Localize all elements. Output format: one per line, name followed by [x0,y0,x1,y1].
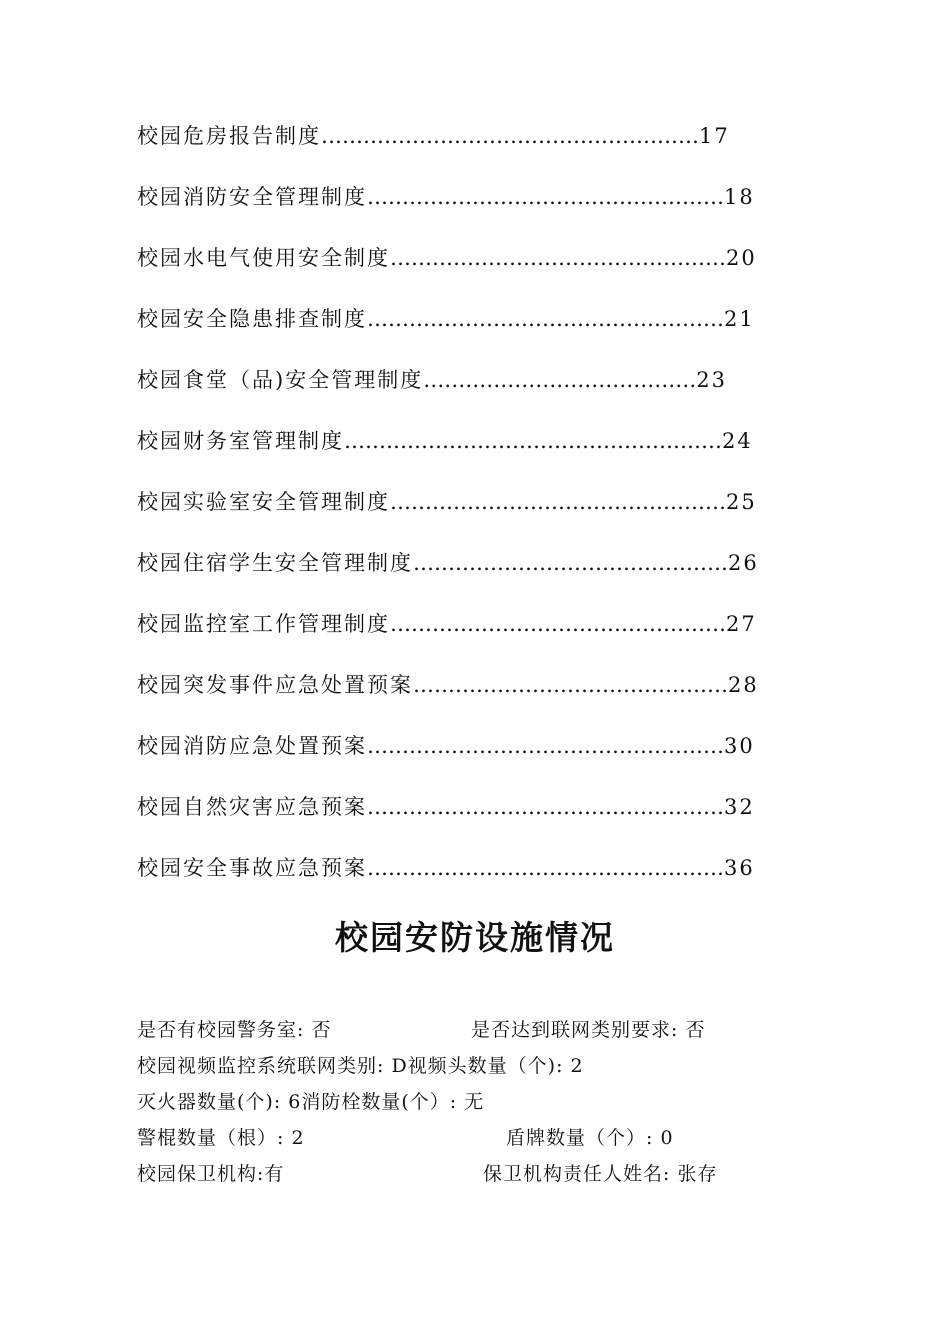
toc-entry-page: 28 [728,673,759,697]
toc-entry-leader: …………………………………………… [367,307,724,331]
toc-entry-title: 校园突发事件应急处置预案 [137,673,413,697]
toc-entry-title: 校园安全隐患排查制度 [137,307,367,331]
toc-entry-leader: ……………………………………………… [344,429,722,453]
toc-entry-page: 27 [726,612,757,636]
toc-entry-page: 30 [724,734,755,758]
toc-entry-page: 17 [699,124,730,148]
toc-entry[interactable] [137,423,753,484]
toc-entry-title: 校园消防安全管理制度 [137,185,367,209]
security-facilities-info [137,1012,857,1192]
security-department-status: 校园保卫机构:有 [137,1163,285,1185]
info-row [137,1156,857,1192]
toc-entry[interactable] [137,301,755,362]
toc-entry-page: 26 [728,551,759,575]
toc-entry[interactable] [137,362,737,423]
toc-entry[interactable] [137,240,757,301]
toc-entry-page: 24 [722,429,753,453]
toc-entry-title: 校园消防应急处置预案 [137,734,367,758]
shield-count: 盾牌数量（个）: 0 [506,1127,674,1149]
section-title: 校园安防设施情况 [335,918,615,957]
toc-entry-title: 校园水电气使用安全制度 [137,246,390,270]
network-requirement-status: 是否达到联网类别要求: 否 [471,1019,706,1041]
info-row [137,1120,857,1156]
toc-entry-leader: ………………………………………… [390,246,726,270]
toc-entry-leader: ……………………………………… [413,673,728,697]
baton-count: 警棍数量（根）: 2 [137,1127,305,1149]
table-of-contents [137,118,759,911]
toc-entry-page: 23 [696,368,727,392]
toc-entry-title: 校园实验室安全管理制度 [137,490,390,514]
toc-entry-leader: ………………………………… [423,368,697,392]
toc-entry[interactable] [137,850,755,911]
fire-equipment-info: 灭火器数量(个): 6消防栓数量(个）: 无 [137,1091,485,1113]
toc-entry-title: 校园自然灾害应急预案 [137,795,367,819]
security-head-name: 保卫机构责任人姓名: 张存 [483,1163,718,1185]
toc-entry-leader: ……………………………………………… [321,124,699,148]
toc-entry-page: 25 [726,490,757,514]
toc-entry-leader: …………………………………………… [367,185,724,209]
toc-entry[interactable] [137,606,757,667]
toc-entry-title: 校园财务室管理制度 [137,429,344,453]
toc-entry-title: 校园安全事故应急预案 [137,856,367,880]
toc-entry-leader: …………………………………………… [367,856,724,880]
toc-entry-title: 校园危房报告制度 [137,124,321,148]
toc-entry-leader: ……………………………………… [413,551,728,575]
toc-entry-page: 36 [724,856,755,880]
toc-entry-page: 20 [726,246,757,270]
toc-entry-title: 校园食堂（品)安全管理制度 [137,368,424,392]
toc-entry-page: 32 [724,795,755,819]
toc-entry-leader: ………………………………………… [390,612,726,636]
toc-entry[interactable] [137,545,759,606]
toc-entry-page: 21 [724,307,755,331]
toc-entry[interactable] [137,118,737,179]
info-row [137,1084,857,1120]
info-row [137,1048,857,1084]
police-room-status: 是否有校园警务室: 否 [137,1019,332,1041]
toc-entry[interactable] [137,179,755,240]
info-row [137,1012,857,1048]
toc-entry-page: 18 [724,185,755,209]
toc-entry-leader: …………………………………………… [367,734,724,758]
toc-entry-leader: ………………………………………… [390,490,726,514]
camera-network-info: 校园视频监控系统联网类别: D视频头数量（个): 2 [137,1055,584,1077]
toc-entry-title: 校园监控室工作管理制度 [137,612,390,636]
toc-entry[interactable] [137,728,755,789]
toc-entry[interactable] [137,667,759,728]
toc-entry-leader: …………………………………………… [367,795,724,819]
toc-entry[interactable] [137,789,755,850]
toc-entry-title: 校园住宿学生安全管理制度 [137,551,413,575]
toc-entry[interactable] [137,484,757,545]
